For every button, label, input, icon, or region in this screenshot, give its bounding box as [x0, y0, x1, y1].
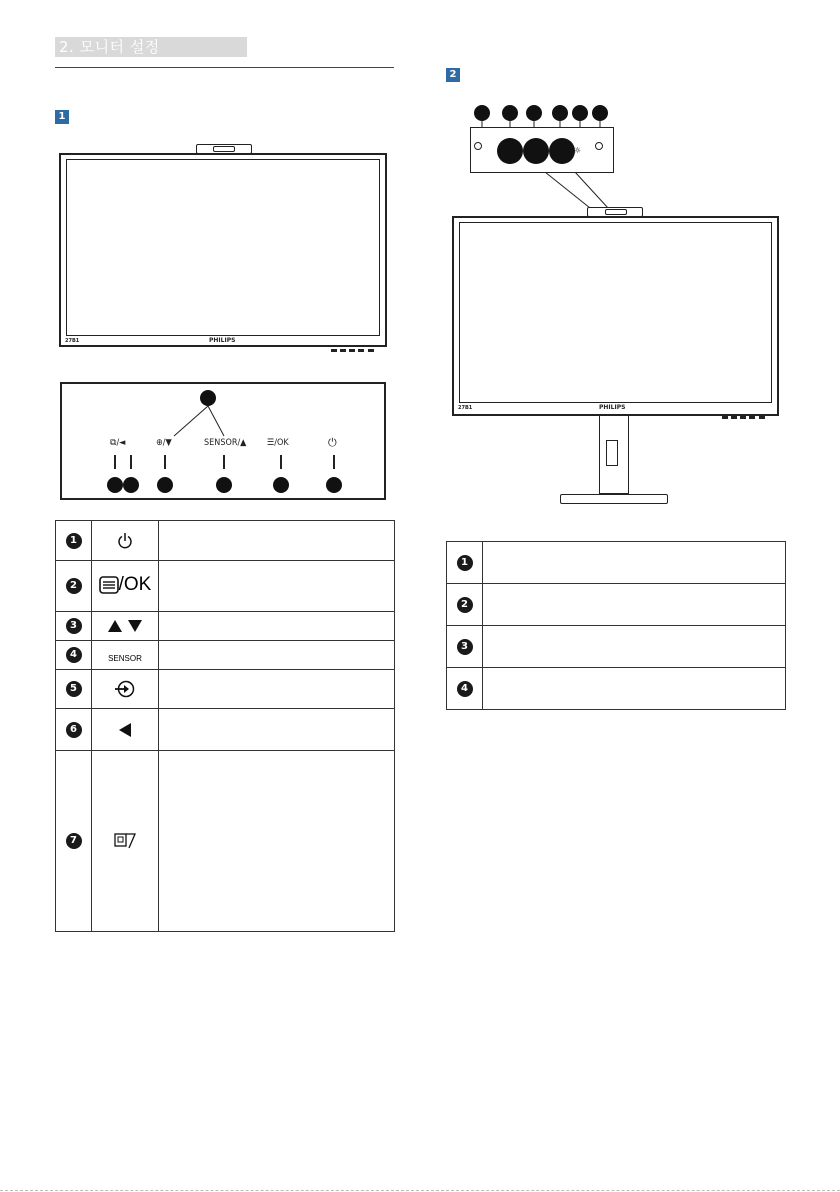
chin-buttons [331, 338, 377, 343]
callout-5 [157, 477, 173, 493]
sensor-up-label: SENSOR/▲ [204, 438, 247, 448]
ir-sensor-icon [497, 138, 523, 164]
monitor-stand-base [560, 494, 668, 504]
section-title: 2. 모니터 설정 [59, 38, 160, 56]
power-icon: ⏻ [328, 436, 337, 449]
header-rule [55, 67, 394, 68]
input-icon [92, 670, 159, 709]
up-down-arrows-icon [92, 612, 159, 641]
monitor-screen-1 [66, 159, 380, 336]
camera-lens-icon [523, 138, 549, 164]
smartimage-icon [92, 751, 159, 932]
left-arrow-icon [92, 709, 159, 751]
table-row: 2 /OK [56, 561, 395, 612]
philips-logo: PHILIPS [209, 337, 236, 344]
input-icon: ⊕ [156, 438, 163, 448]
menu-ok-label: ☰/OK [267, 438, 289, 448]
power-icon [92, 521, 159, 561]
table-row: 2 [447, 584, 786, 626]
menu-ok-icon: /OK [92, 561, 159, 612]
monitor-front-2 [452, 216, 779, 416]
monitor-screen-2 [459, 222, 772, 403]
figure-1-badge: 1 [55, 110, 69, 124]
control-panel-diagram [60, 382, 386, 500]
table-row: 6 [56, 709, 395, 751]
control-reference-table [55, 520, 395, 932]
callout-1 [326, 477, 342, 493]
table-row: 4 [447, 668, 786, 710]
webcam-reference-table [446, 541, 786, 710]
mic-right-icon [595, 142, 603, 150]
monitor-stand-neck [599, 414, 629, 494]
monitor-front-1 [59, 153, 387, 347]
monitor-model-label-2: 27B1 [458, 405, 473, 411]
ir-sensor-2-icon [549, 138, 575, 164]
callout-7 [107, 477, 123, 493]
table-row: 1 [447, 542, 786, 584]
smartimage-left-label: ⧉/◄ [110, 438, 126, 448]
sensor-icon: SENSOR [92, 641, 159, 670]
table-row: 4 SENSOR [56, 641, 395, 670]
table-row: 5 [56, 670, 395, 709]
callout-6 [123, 477, 139, 493]
led-indicator-icon: ☼ [574, 146, 582, 155]
table-row: 1 [56, 521, 395, 561]
chin-buttons-2 [722, 405, 768, 410]
table-row: 7 [56, 751, 395, 932]
smartimage-icon: ⧉ [110, 438, 117, 448]
menu-icon: ☰ [267, 438, 275, 448]
table-row: 3 [447, 626, 786, 668]
monitor-model-label: 27B1 [65, 338, 80, 344]
philips-logo-2: PHILIPS [599, 404, 626, 411]
figure-2-badge: 2 [446, 68, 460, 82]
callout-4 [216, 477, 232, 493]
input-down-label: ⊕/▼ [156, 438, 172, 448]
webcam-zoom-box [470, 127, 614, 173]
mic-left-icon [474, 142, 482, 150]
table-row: 3 [56, 612, 395, 641]
callout-2 [273, 477, 289, 493]
